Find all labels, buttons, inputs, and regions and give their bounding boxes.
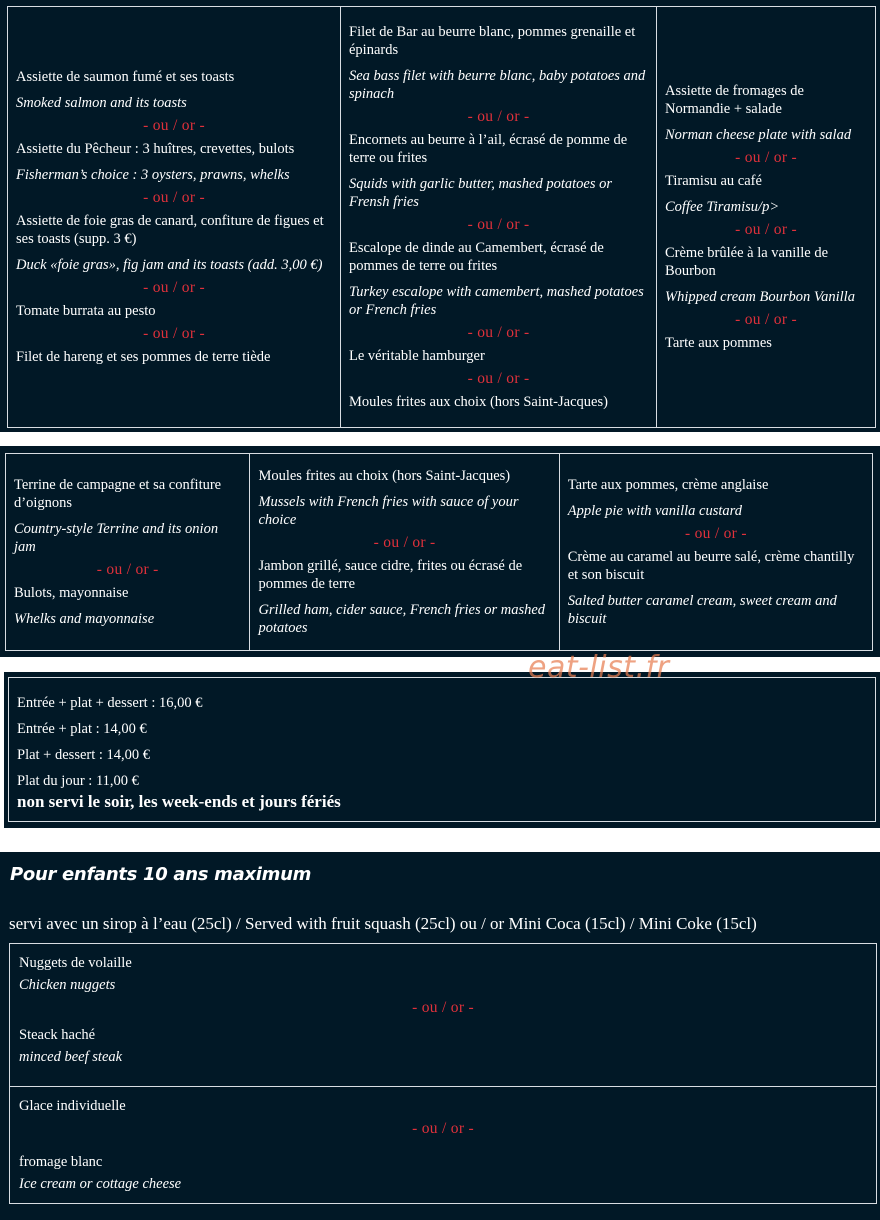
dish-fr: Glace individuelle <box>19 1098 126 1114</box>
mains-column <box>249 454 558 650</box>
dish-en: Country-style Terrine and its onion jam <box>14 521 219 555</box>
dish-en: Sea bass filet with beurre blanc, baby potatoes and spinach <box>349 68 646 102</box>
price-line: Entrée + plat + dessert : 16,00 € <box>17 695 203 711</box>
dish-fr: Moules frites au choix (hors Saint-Jacques) <box>258 468 511 484</box>
or-separator: - ou / or - <box>467 108 530 125</box>
desserts-column <box>656 7 875 427</box>
or-separator: - ou / or - <box>735 311 797 328</box>
prices-panel <box>4 672 880 828</box>
or-separator: - ou / or - <box>412 1120 474 1137</box>
dish-en: Salted butter caramel cream, sweet cream and biscuit <box>567 593 837 627</box>
or-separator: - ou / or - <box>684 525 747 542</box>
kids-subtitle: servi avec un sirop à l’eau (25cl) / Served with fruit squash (25cl) ou / or Mini Coca (15cl) / Mini Coke (15cl) <box>9 914 757 933</box>
dish-fr: Tarte aux pommes, crème anglaise <box>567 477 769 493</box>
dish-en: Squids with garlic butter, mashed potatoes or Frensh fries <box>349 176 613 210</box>
dish-en: Whipped cream Bourbon Vanilla <box>665 289 855 305</box>
dish-fr: Bulots, mayonnaise <box>14 585 129 601</box>
desserts-column <box>559 454 872 650</box>
dish-en: Whelks and mayonnaise <box>14 611 155 627</box>
dish-fr: Steack haché <box>19 1027 96 1043</box>
menu-panel-1 <box>0 0 880 432</box>
menu-grid-2 <box>5 453 873 651</box>
or-separator: - ou / or - <box>143 117 205 134</box>
dish-en: minced beef steak <box>19 1049 123 1065</box>
service-note: non servi le soir, les week-ends et jours fériés <box>17 792 341 811</box>
dish-fr: Le véritable hamburger <box>349 348 485 364</box>
dish-fr: Moules frites aux choix (hors Saint-Jacques) <box>349 394 608 410</box>
kids-title: Pour enfants 10 ans maximum <box>10 864 312 885</box>
or-separator: - ou / or - <box>143 189 205 206</box>
dish-fr: Encornets au beurre à l’ail, écrasé de pomme de terre ou frites <box>349 132 628 166</box>
starters-column <box>6 454 249 650</box>
mains-column <box>340 7 656 427</box>
or-separator: - ou / or - <box>467 370 530 387</box>
kids-main-box <box>9 943 877 1087</box>
or-separator: - ou / or - <box>143 325 205 342</box>
or-separator: - ou / or - <box>96 561 159 578</box>
dish-en: Duck «foie gras», fig jam and its toasts (add. 3,00 €) <box>16 257 323 273</box>
price-line: Plat du jour : 11,00 € <box>17 773 139 789</box>
dish-fr: Tiramisu au café <box>665 173 762 189</box>
dish-fr: Nuggets de volaille <box>19 955 132 971</box>
dish-fr: Filet de Bar au beurre blanc, pommes grenaille et épinards <box>349 24 636 58</box>
dish-en: Turkey escalope with camembert, mashed potatoes or French fries <box>349 284 644 318</box>
dish-fr: Terrine de campagne et sa confiture d’oignons <box>14 477 222 511</box>
dish-en: Ice cream or cottage cheese <box>19 1176 182 1192</box>
kids-dessert-box <box>9 1086 877 1204</box>
dish-fr: Tarte aux pommes <box>665 335 772 351</box>
or-separator: - ou / or - <box>373 534 436 551</box>
or-separator: - ou / or - <box>467 216 530 233</box>
dish-fr: Crème brûlée à la vanille de Bourbon <box>665 245 829 279</box>
watermark: eat-list.fr <box>528 650 670 685</box>
dish-fr: Assiette de fromages de Normandie + salade <box>665 83 804 117</box>
dish-fr: Filet de hareng et ses pommes de terre tiède <box>16 349 271 365</box>
dish-en: Smoked salmon and its toasts <box>16 95 187 111</box>
dish-fr: Tomate burrata au pesto <box>16 303 156 319</box>
menu-panel-2 <box>0 446 880 657</box>
price-line: Plat + dessert : 14,00 € <box>17 747 151 763</box>
dish-fr: Assiette de saumon fumé et ses toasts <box>16 69 235 85</box>
or-separator: - ou / or - <box>467 324 530 341</box>
dish-en: Apple pie with vanilla custard <box>567 503 742 519</box>
dish-fr: Escalope de dinde au Camembert, écrasé de pommes de terre ou frites <box>349 240 604 274</box>
prices-box <box>8 677 876 822</box>
dish-en: Coffee Tiramisu/p> <box>665 199 780 215</box>
dish-en: Chicken nuggets <box>19 977 116 993</box>
starters-column <box>8 7 340 427</box>
dish-fr: Assiette de foie gras de canard, confiture de figues et ses toasts (supp. 3 €) <box>16 213 324 247</box>
dish-fr: Crème au caramel au beurre salé, crème chantilly et son biscuit <box>567 549 855 583</box>
dish-fr: Jambon grillé, sauce cidre, frites ou écrasé de pommes de terre <box>258 558 523 592</box>
or-separator: - ou / or - <box>735 149 797 166</box>
dish-en: Fisherman’s choice : 3 oysters, prawns, whelks <box>16 167 290 183</box>
kids-panel <box>0 852 880 1220</box>
or-separator: - ou / or - <box>412 999 474 1016</box>
dish-en: Norman cheese plate with salad <box>665 127 852 143</box>
or-separator: - ou / or - <box>735 221 797 238</box>
dish-fr: Assiette du Pêcheur : 3 huîtres, crevettes, bulots <box>16 141 295 157</box>
menu-grid-1 <box>7 6 876 428</box>
dish-fr: fromage blanc <box>19 1154 103 1170</box>
or-separator: - ou / or - <box>143 279 205 296</box>
dish-en: Grilled ham, cider sauce, French fries or mashed potatoes <box>258 602 546 636</box>
price-line: Entrée + plat : 14,00 € <box>17 721 147 737</box>
dish-en: Mussels with French fries with sauce of your choice <box>258 494 519 528</box>
